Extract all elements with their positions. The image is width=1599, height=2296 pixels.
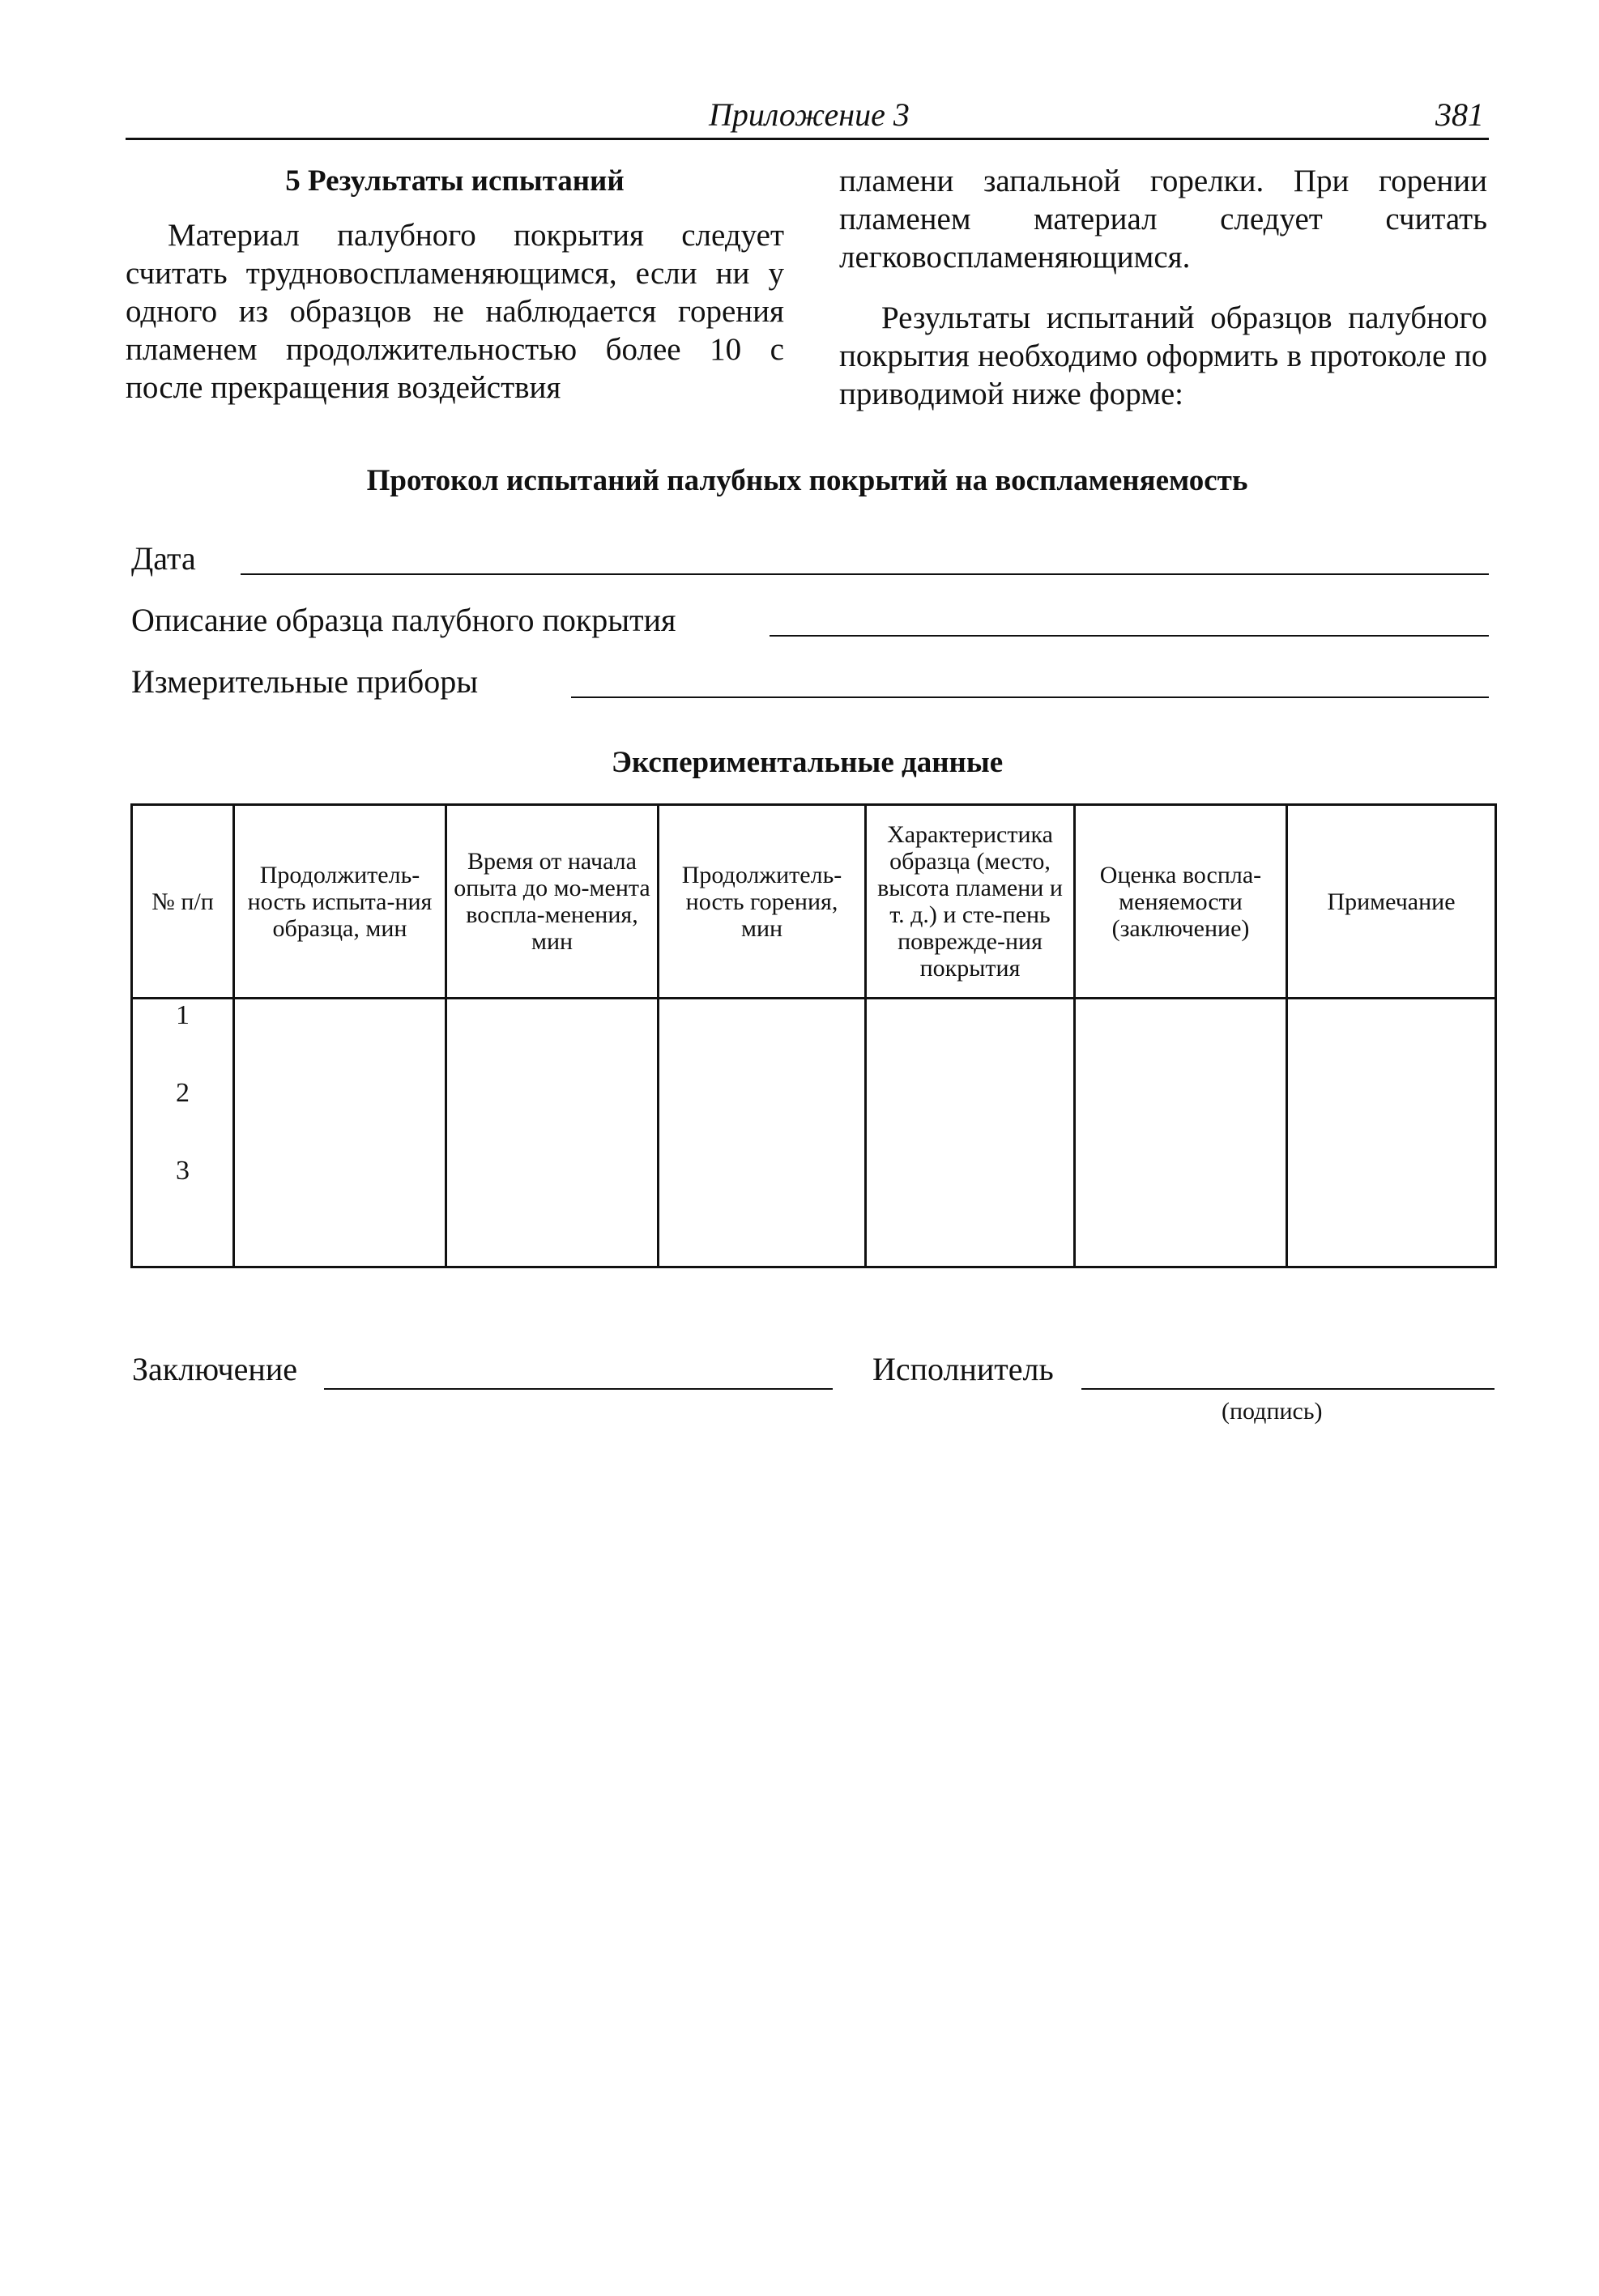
test-duration-cell[interactable] [234,999,446,1267]
column-header-note: Примечание [1287,805,1496,999]
table-row [132,999,1496,1267]
instruments-label: Измерительные приборы [131,663,479,700]
flammability-assessment-cell[interactable] [1075,999,1287,1267]
appendix-title: Приложение 3 [709,96,910,133]
instruments-field [131,662,478,703]
signature-caption: (подпись) [1222,1398,1323,1425]
column-header-flammability-assessment: Оценка воспла-меняемости (заключение) [1075,805,1287,999]
executor-label: Исполнитель [872,1351,1054,1387]
row-number: 3 [176,1156,190,1186]
right-column [839,162,1487,413]
sample-characteristic-cell[interactable] [866,999,1075,1267]
column-header-test-duration: Продолжитель-ность испыта-ния образца, мин [234,805,446,999]
date-line[interactable] [241,573,1489,575]
sample-description-line[interactable] [770,635,1489,637]
instruments-line[interactable] [571,696,1489,698]
date-field [131,539,196,580]
ignition-time-cell[interactable] [446,999,659,1267]
date-label: Дата [131,540,196,577]
conclusion-line[interactable] [324,1388,833,1390]
row-numbers-cell [132,999,234,1267]
left-column [126,162,784,407]
note-cell[interactable] [1287,999,1496,1267]
page-number: 381 [1435,96,1484,133]
right-paragraph: Результаты испытаний образцов палубного покрытия необходимо оформить в протоколе по приводимой ниже форме: [839,300,1487,411]
experimental-data-title: Экспериментальные данные [611,746,1004,779]
column-header-burning-duration: Продолжитель-ность горения, мин [659,805,866,999]
row-number: 1 [176,1000,190,1030]
table-header-row [132,805,1496,999]
column-header-sample-characteristic: Характеристика образца (место, высота пламени и т. д.) и сте-пень поврежде-ния покрытия [866,805,1075,999]
conclusion-label: Заключение [132,1351,297,1387]
section-title: 5 Результаты испытаний [285,164,625,198]
experimental-data-table [130,803,1497,1268]
right-paragraph-continuation: пламени запальной горелки. При горении пламенем материал следует считать легковоспламеняющимся. [839,164,1487,275]
column-header-number: № п/п [132,805,234,999]
left-paragraph: Материал палубного покрытия следует считать трудновоспламеняющимся, если ни у одного из образцов не наблюдается горения пламенем продолжительностью более 10 с после прекращения воздействия [126,218,784,405]
sample-description-field [131,601,676,641]
burning-duration-cell[interactable] [659,999,866,1267]
row-number: 2 [176,1078,190,1108]
protocol-title: Протокол испытаний палубных покрытий на воспламеняемость [366,464,1248,497]
executor-signature-line[interactable] [1081,1388,1495,1390]
sample-description-label: Описание образца палубного покрытия [131,602,676,638]
page-header [126,96,1489,140]
column-header-ignition-time: Время от начала опыта до мо-мента воспла-менения, мин [446,805,659,999]
